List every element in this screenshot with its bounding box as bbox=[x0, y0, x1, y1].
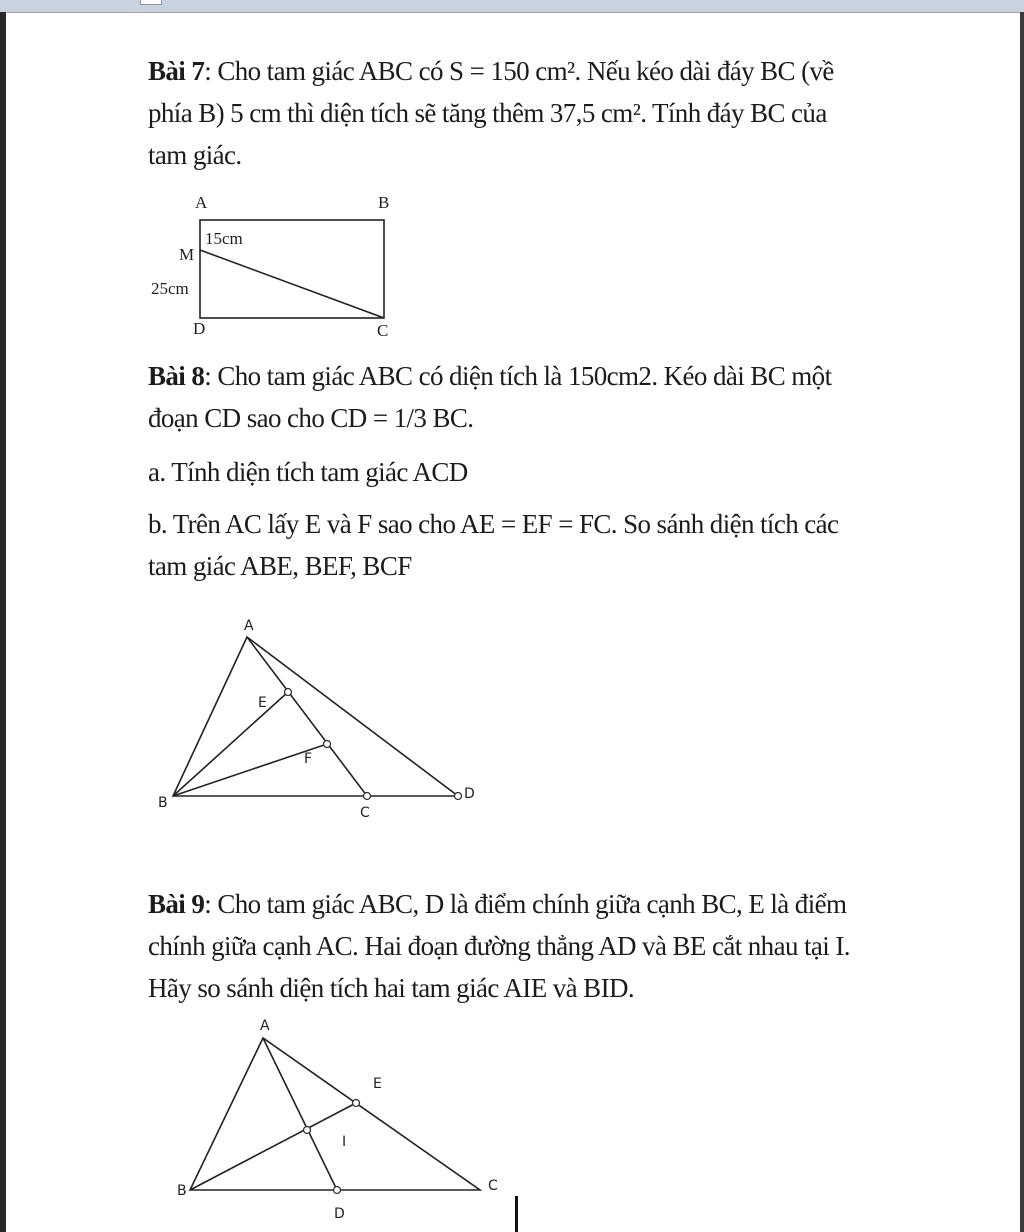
exercise-7-figure bbox=[145, 190, 405, 350]
exercise-7-line3: tam giác. bbox=[148, 140, 242, 170]
label-E: E bbox=[373, 1076, 382, 1092]
exercise-8-part-b1: b. Trên AC lấy E và F sao cho AE = EF = FC. So sánh diện tích các bbox=[148, 509, 839, 539]
label-A: A bbox=[260, 1018, 270, 1034]
exercise-8-part-b2: tam giác ABE, BEF, BCF bbox=[148, 551, 412, 581]
label-A: A bbox=[195, 193, 208, 212]
label-A: A bbox=[244, 618, 254, 634]
point-F bbox=[324, 741, 331, 748]
segment-ad bbox=[263, 1038, 337, 1190]
exercise-8-text bbox=[148, 355, 928, 587]
label-B: B bbox=[177, 1183, 187, 1199]
label-E: E bbox=[258, 695, 267, 711]
window-top-bar bbox=[0, 0, 1024, 13]
length-25cm: 25cm bbox=[151, 279, 189, 298]
segment-be bbox=[173, 692, 288, 796]
segment-mc bbox=[200, 250, 384, 318]
exercise-8-line1: : Cho tam giác ABC có diện tích là 150cm2. Kéo dài BC một bbox=[204, 361, 832, 391]
exercise-8-part-a: a. Tính diện tích tam giác ACD bbox=[148, 457, 468, 487]
text-cursor bbox=[515, 1196, 518, 1232]
exercise-9-text bbox=[148, 883, 928, 1009]
label-D: D bbox=[334, 1206, 345, 1222]
point-E bbox=[353, 1100, 360, 1107]
label-M: M bbox=[179, 245, 195, 264]
right-window-edge bbox=[1020, 12, 1024, 1232]
point-C bbox=[364, 793, 371, 800]
label-C: C bbox=[488, 1178, 498, 1194]
exercise-8-figure bbox=[150, 610, 510, 830]
exercise-9-title: Bài 9 bbox=[148, 889, 205, 919]
exercise-7-text bbox=[148, 50, 928, 176]
point-D bbox=[334, 1187, 341, 1194]
triangle-abd bbox=[173, 637, 458, 796]
point-D bbox=[455, 793, 462, 800]
exercise-7-line2: phía B) 5 cm thì diện tích sẽ tăng thêm 37,5 cm². Tính đáy BC của bbox=[148, 98, 827, 128]
exercise-9-line3: Hãy so sánh diện tích hai tam giác AIE và BID. bbox=[148, 973, 635, 1003]
exercise-8-title: Bài 8 bbox=[148, 361, 205, 391]
label-D: D bbox=[193, 319, 206, 338]
exercise-8-line2: đoạn CD sao cho CD = 1/3 BC. bbox=[148, 403, 474, 433]
point-E bbox=[285, 689, 292, 696]
exercise-7-title: Bài 7 bbox=[148, 56, 205, 86]
exercise-9-line2: chính giữa cạnh AC. Hai đoạn đường thẳng AD và BE cắt nhau tại I. bbox=[148, 931, 850, 961]
label-B: B bbox=[378, 193, 390, 212]
exercise-9-line1: : Cho tam giác ABC, D là điểm chính giữa cạnh BC, E là điểm bbox=[204, 889, 847, 919]
label-I: I bbox=[342, 1134, 347, 1150]
exercise-7-line1: : Cho tam giác ABC có S = 150 cm². Nếu kéo dài đáy BC (về bbox=[204, 56, 834, 86]
label-C: C bbox=[377, 321, 389, 340]
exercise-9-figure bbox=[170, 1010, 510, 1225]
segment-ac bbox=[247, 637, 367, 796]
label-D: D bbox=[464, 786, 475, 802]
point-I bbox=[304, 1127, 311, 1134]
length-15cm: 15cm bbox=[205, 229, 243, 248]
label-F: F bbox=[304, 751, 313, 767]
label-C: C bbox=[360, 805, 370, 821]
left-window-edge bbox=[0, 12, 6, 1232]
top-bar-tab[interactable] bbox=[140, 0, 162, 5]
label-B: B bbox=[158, 795, 168, 811]
